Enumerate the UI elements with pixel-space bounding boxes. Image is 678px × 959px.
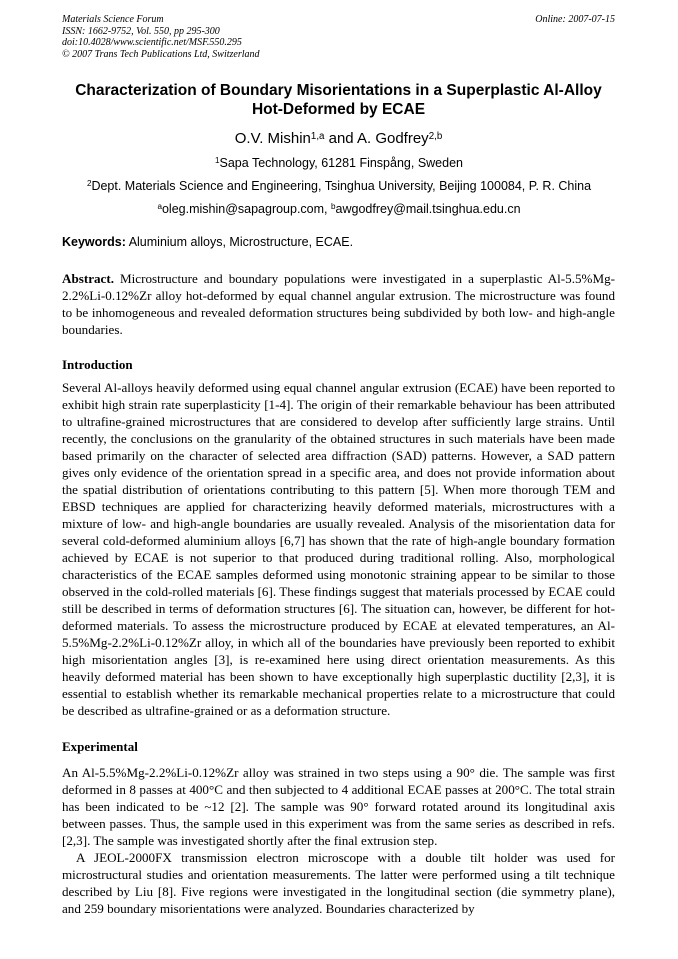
doi-line: doi:10.4028/www.scientific.net/MSF.550.295 [62, 37, 242, 48]
email-b: awgodfrey@mail.tsinghua.edu.cn [335, 202, 521, 216]
affiliation-2-text: Dept. Materials Science and Engineering, Tsinghua University, Beijing 100084, P. R. China [91, 179, 592, 193]
journal-name: Materials Science Forum [62, 14, 164, 25]
email-b-sup: b [331, 202, 336, 212]
keywords-label: Keywords: [62, 235, 126, 249]
copyright-line: © 2007 Trans Tech Publications Ltd, Switzerland [62, 48, 260, 60]
abstract [62, 270, 615, 338]
author-line [62, 130, 615, 148]
issn-line: ISSN: 1662-9752, Vol. 550, pp 295-300 [62, 25, 220, 37]
abstract-label: Abstract. [62, 271, 114, 286]
experimental-heading: Experimental [62, 739, 138, 754]
email-a: oleg.mishin@sapagroup.com, [161, 202, 331, 216]
email-a-sup: a [157, 202, 162, 212]
affiliation-2 [40, 179, 638, 194]
keywords-text: Aluminium alloys, Microstructure, ECAE. [125, 235, 354, 249]
introduction-paragraph: Several Al-alloys heavily deformed using equal channel angular extrusion (ECAE) have been reported to exhibit high strain rate superplasticity [1-4]. The origin of their remarkable behaviour has been attributed to ultrafine-grained microstructures that are considered to develop after sufficiently large strains. Until recently, the conclusions on the granularity of the obtained structures in such materials have been made based primarily on the character of selected area diffraction (SAD) patterns. However, a SAD pattern gives only evidence of the orientation spread in a specific area, and does not provide information about the spatial distribution of orientations contributing to this pattern [5]. When more thorough TEM and EBSD techniques are applied for characterizing heavily deformed materials, microstructures with a mixture of low- and high-angle boundaries are usually revealed. Analysis of the misorientation data for several cold-deformed aluminium alloys [6,7] has shown that the rate of high-angle boundary formation achieved by ECAE is not superior to that produced during traditional rolling. Also, morphological characteristics of the ECAE samples deformed using monotonic straining appear to be similar to those observed in the cold-rolled materials [6]. These findings suggest that materials processed by ECAE could still be described in terms of deformation structures [6]. The situation can, however, be different for hot-deformed materials. To assess the microstructure produced by ECAE at elevated temperatures, an Al-5.5%Mg-2.2%Li-0.12%Zr alloy, in which all of the boundaries have previously been reported to exhibit high misorientation angles [3], is re-examined here using direct orientation measurements. As this heavily deformed material has been shown to have exceptionally high superplastic ductility [2,3], it is essential to establish whether its remarkable mechanical properties relate to a microstructure that could be described as ultrafine-grained or as a deformation structure. [62, 380, 615, 718]
keywords [62, 235, 615, 250]
author-2: and A. Godfrey [324, 130, 429, 147]
abstract-text: Microstructure and boundary populations were investigated in a superplastic Al-5.5%Mg-2.2%Li-0.12%Zr alloy hot-deformed by equal channel angular extrusion. The microstructure was found to be inhomogeneous and revealed deformation structures being subdivided by both low- and high-angle boundaries. [62, 271, 615, 337]
email-line [40, 202, 638, 217]
affiliation-1 [40, 156, 638, 171]
author-2-sup: 2,b [428, 130, 443, 142]
journal-header [62, 14, 615, 60]
experimental-paragraph-2: A JEOL-2000FX transmission electron microscope with a double tilt holder was used for microstructural studies and orientation measurements. The latter were performed using a tilt technique described by Liu [8]. Five regions were investigated in the longitudinal section (die symmetry plane), and 259 boundary misorientations were analyzed. Boundaries characterized by [62, 850, 615, 916]
affiliation-1-text: Sapa Technology, 61281 Finspång, Sweden [219, 156, 463, 170]
affiliation-1-sup: 1 [215, 156, 220, 166]
author-1-sup: 1,a [310, 130, 325, 142]
affiliation-2-sup: 2 [86, 179, 92, 189]
introduction-heading: Introduction [62, 357, 133, 372]
author-1: O.V. Mishin [234, 130, 311, 147]
experimental-paragraph-1: An Al-5.5%Mg-2.2%Li-0.12%Zr alloy was strained in two steps using a 90° die. The sample was first deformed in 8 passes at 400°C and then subjected to 4 additional ECAE passes at 200°C. The total strain has been indicated to be ~12 [2]. The sample was 90° forward rotated around its longitudinal axis between passes. Thus, the sample used in this experiment was from the same series as described in refs.[2,3]. The sample was investigated shortly after the final extrusion step. [62, 765, 615, 848]
online-date: Online: 2007-07-15 [535, 14, 615, 25]
paper-title: Characterization of Boundary Misorientations in a Superplastic Al-Alloy Hot-Deformed by ECAE [75, 82, 602, 118]
